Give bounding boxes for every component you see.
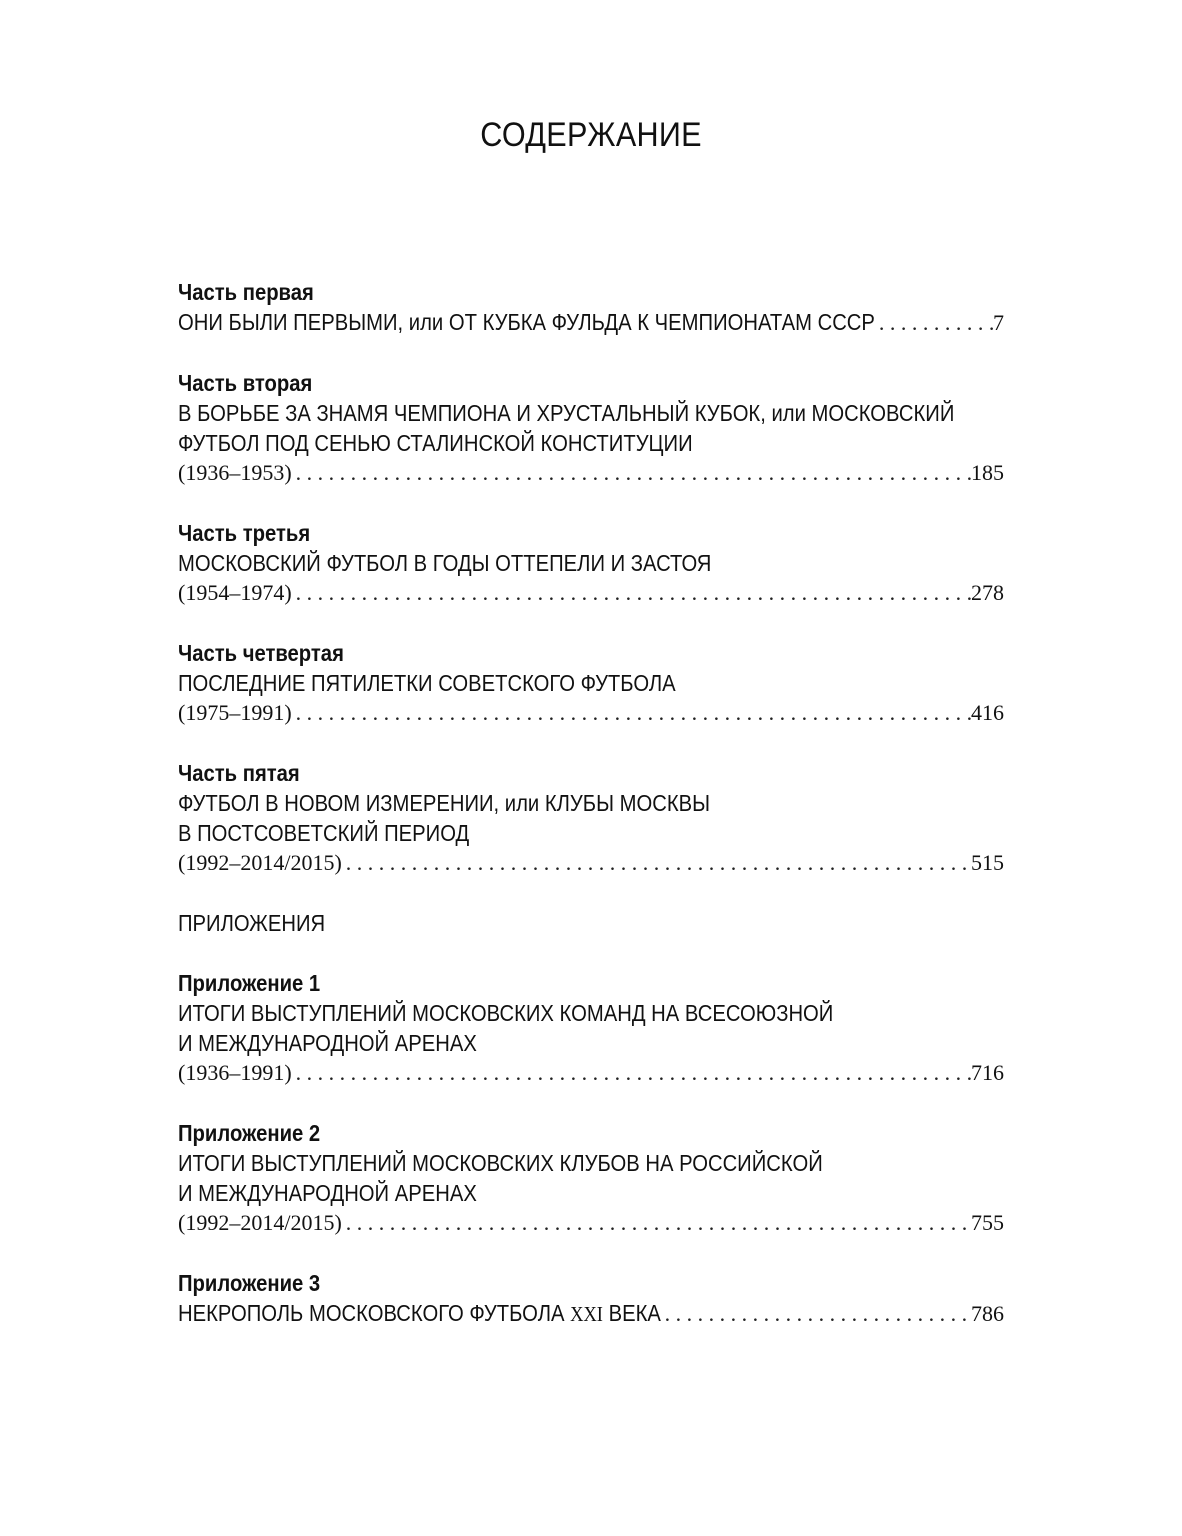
appendices-heading-text: ПРИЛОЖЕНИЯ	[178, 910, 326, 936]
entry-label: Часть вторая	[178, 370, 313, 396]
page-title: СОДЕРЖАНИЕ	[480, 116, 702, 154]
entry-years: (1936–1991)	[178, 1060, 292, 1085]
page-number: 7	[993, 310, 1004, 335]
entry-title-line: В ПОСТСОВЕТСКИЙ ПЕРИОД	[178, 820, 470, 846]
dot-leader	[292, 698, 971, 728]
entry-label: Приложение 1	[178, 970, 321, 996]
toc-entry-part-1	[178, 277, 1004, 338]
entry-years: (1975–1991)	[178, 700, 292, 725]
toc-entry-appendix-2	[178, 1118, 1004, 1238]
dot-leader	[342, 848, 971, 878]
entry-years: (1992–2014/2015)	[178, 850, 342, 875]
dot-leader	[661, 1299, 971, 1329]
entry-label: Приложение 3	[178, 1270, 321, 1296]
toc-entry-part-2	[178, 368, 1004, 488]
appendices-heading	[178, 908, 1004, 938]
dot-leader	[292, 1058, 971, 1088]
page-number: 185	[971, 460, 1004, 485]
page-number: 755	[971, 1210, 1004, 1235]
page-number: 278	[971, 580, 1004, 605]
toc-entry-part-5	[178, 758, 1004, 878]
entry-title-part: НЕКРОПОЛЬ МОСКОВСКОГО ФУТБОЛА	[178, 1300, 571, 1326]
dot-leader	[875, 308, 993, 338]
dot-leader	[342, 1208, 971, 1238]
entry-title-line: И МЕЖДУНАРОДНОЙ АРЕНАХ	[178, 1180, 477, 1206]
entry-years: (1992–2014/2015)	[178, 1210, 342, 1235]
toc-entry-appendix-3	[178, 1268, 1004, 1329]
entry-leader-line	[178, 848, 1004, 878]
table-of-contents	[178, 277, 1004, 1359]
entry-title-line: В БОРЬБЕ ЗА ЗНАМЯ ЧЕМПИОНА И ХРУСТАЛЬНЫЙ КУБОК, или МОСКОВСКИЙ	[178, 400, 955, 426]
entry-label: Часть пятая	[178, 760, 300, 786]
entry-leader-line	[178, 458, 1004, 488]
page-number: 716	[971, 1060, 1004, 1085]
toc-entry-appendix-1	[178, 968, 1004, 1088]
entry-leader-line	[178, 1298, 1004, 1329]
page-number: 515	[971, 850, 1004, 875]
entry-title-line: ФУТБОЛ ПОД СЕНЬЮ СТАЛИНСКОЙ КОНСТИТУЦИИ	[178, 430, 693, 456]
entry-title-line: ФУТБОЛ В НОВОМ ИЗМЕРЕНИИ, или КЛУБЫ МОСКВЫ	[178, 790, 711, 816]
entry-label: Часть четвертая	[178, 640, 344, 666]
entry-leader-line	[178, 698, 1004, 728]
page-number: 416	[971, 700, 1004, 725]
entry-label: Часть первая	[178, 279, 314, 305]
entry-title-line: ИТОГИ ВЫСТУПЛЕНИЙ МОСКОВСКИХ КОМАНД НА ВСЕСОЮЗНОЙ	[178, 1000, 834, 1026]
entry-years: (1936–1953)	[178, 460, 292, 485]
dot-leader	[292, 458, 971, 488]
entry-leader-line	[178, 307, 1004, 338]
entry-title: ОНИ БЫЛИ ПЕРВЫМИ, или ОТ КУБКА ФУЛЬДА К ЧЕМПИОНАТАМ СССР	[178, 309, 875, 335]
entry-title-part: ВЕКА	[602, 1300, 661, 1326]
entry-label: Часть третья	[178, 520, 311, 546]
entry-title	[178, 1298, 661, 1329]
toc-entry-part-3	[178, 518, 1004, 608]
toc-entry-part-4	[178, 638, 1004, 728]
entry-leader-line	[178, 1208, 1004, 1238]
entry-title-line: ПОСЛЕДНИЕ ПЯТИЛЕТКИ СОВЕТСКОГО ФУТБОЛА	[178, 670, 676, 696]
entry-label: Приложение 2	[178, 1120, 321, 1146]
page-number: 786	[971, 1301, 1004, 1326]
entry-title-line: ИТОГИ ВЫСТУПЛЕНИЙ МОСКОВСКИХ КЛУБОВ НА РОССИЙСКОЙ	[178, 1150, 823, 1176]
dot-leader	[292, 578, 971, 608]
entry-leader-line	[178, 578, 1004, 608]
roman-numeral: XXI	[570, 1302, 603, 1326]
entry-title-line: МОСКОВСКИЙ ФУТБОЛ В ГОДЫ ОТТЕПЕЛИ И ЗАСТОЯ	[178, 550, 712, 576]
entry-leader-line	[178, 1058, 1004, 1088]
entry-years: (1954–1974)	[178, 580, 292, 605]
entry-title-line: И МЕЖДУНАРОДНОЙ АРЕНАХ	[178, 1030, 477, 1056]
